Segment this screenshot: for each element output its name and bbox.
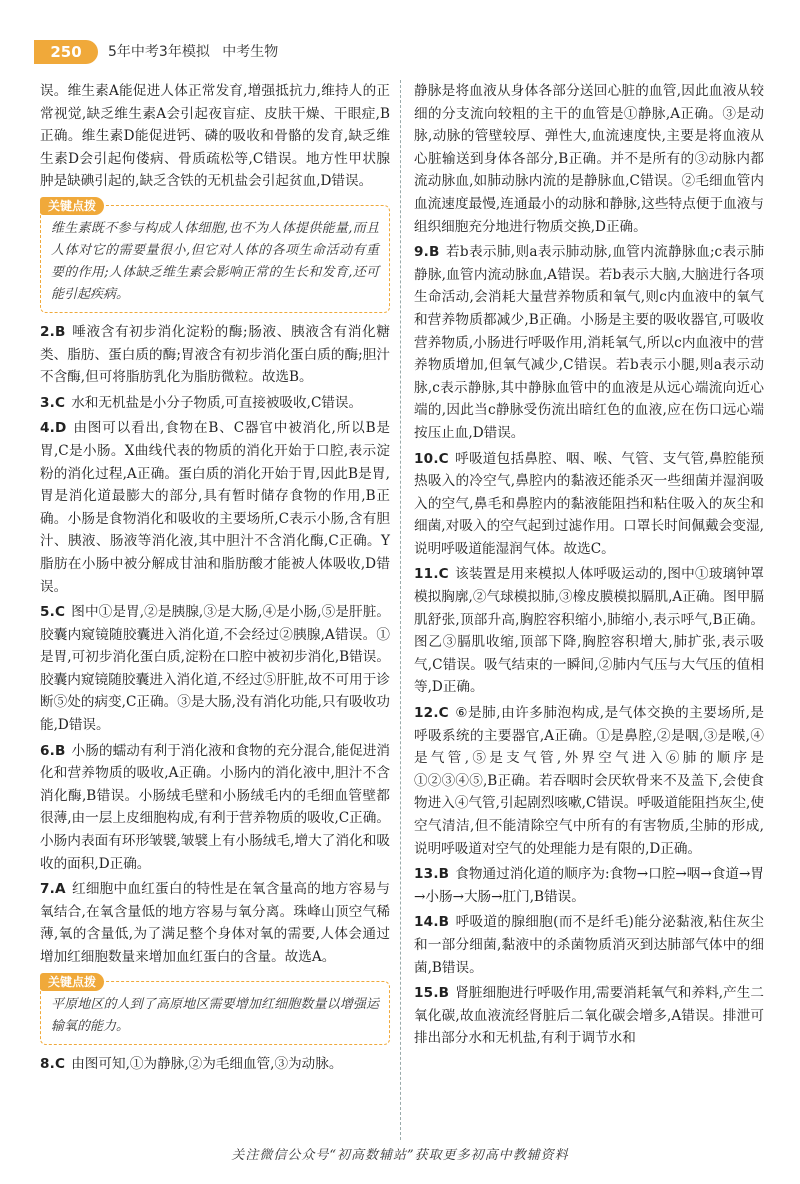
answer-label: 12.C [414,705,449,722]
subject-name: 中考生物 [222,44,279,60]
answer-item [40,601,390,737]
intro-paragraph: 误。维生素A能促进人体正常发育,增强抵抗力,维持人的正常视觉,缺乏维生素A会引起夜盲症、皮肤干燥、干眼症,B正确。维生素D能促进钙、磷的吸收和骨骼的发育,缺乏维生素D会引起佝偻病、骨质疏松等,C错误。地方性甲状腺肿是缺碘引起的,缺乏含铁的无机盐会引起贫血,D错误。 [40,83,390,190]
answer-text: 呼吸道包括鼻腔、咽、喉、气管、支气管,鼻腔能预热吸入的冷空气,鼻腔内的黏液还能杀灭一些细菌并湿润吸入的空气,鼻毛和鼻腔内的黏液能阻挡和粘住吸入的灰尘和细菌,对吸入的空气起到过滤作用。口罩长时间佩戴会变湿,说明呼吸道能湿润气体。故选C。 [414,450,764,557]
answer-label: 5.C [40,604,66,621]
answer-label: 15.B [414,985,450,1002]
answer-item [414,448,764,561]
answer-text: 红细胞中血红蛋白的特性是在氧含量高的地方容易与氧结合,在氧含量低的地方容易与氧分离。珠峰山顶空气稀薄,氧的含量低,为了满足整个身体对氧的需要,人体会通过增加红细胞数量来增加血红蛋白的含量。故选A。 [40,881,390,965]
answer-item [40,1053,390,1076]
left-column [40,80,390,1078]
right-column [414,80,764,1053]
answer-text: ⑥是肺,由许多肺泡构成,是气体交换的主要场所,是呼吸系统的主要器官,A正确。①是鼻腔,②是咽,③是喉,④是气管,⑤是支气管,外界空气进入⑥肺的顺序是①②③④⑤,B正确。若吞咽时会厌软骨来不及盖下,会使食物进入④气管,引起剧烈咳嗽,C错误。呼吸道能阻挡灰尘,使空气清洁,但不能清除空气中所有的有害物质,尘肺的形成,说明呼吸道对空气的处理能力是有限的,D正确。 [414,705,764,857]
key-tip-box [40,974,390,1045]
answer-text: 小肠的蠕动有利于消化液和食物的充分混合,能促进消化和营养物质的吸收,A正确。小肠内的消化液中,胆汁不含消化酶,B错误。小肠绒毛壁和小肠绒毛内的毛细血管壁都很薄,由一层上皮细胞构成,有利于营养物质的吸收,C正确。小肠内表面有环形皱襞,皱襞上有小肠绒毛,增大了消化和吸收的面积,D正确。 [40,742,390,872]
book-title [108,40,286,64]
answer-label: 11.C [414,566,449,583]
answer-text: 唾液含有初步消化淀粉的酶;肠液、胰液含有消化糖类、脂肪、蛋白质的酶;胃液含有初步消化蛋白质的酶;胆汁不含酶,但可将脂肪乳化为脂肪微粒。故选B。 [40,323,390,386]
answer-item [40,417,390,598]
answer-text: 食物通过消化道的顺序为:食物→口腔→咽→食道→胃→小肠→大肠→肛门,B错误。 [414,866,764,905]
footer-note: 关注微信公众号“初高数辅站”获取更多初高中教辅资料 [231,1148,569,1163]
answer-label: 10.C [414,450,449,467]
answer-text: 由图可知,①为静脉,②为毛细血管,③为动脉。 [71,1055,343,1072]
column-divider [400,80,401,1140]
answer-text: 呼吸道的腺细胞(而不是纤毛)能分泌黏液,粘住灰尘和一部分细菌,黏液中的杀菌物质消灭到达肺部气体中的细菌,B错误。 [414,914,764,976]
answer-text: 该装置是用来模拟人体呼吸运动的,图中①玻璃钟罩模拟胸廓,②气球模拟肺,③橡皮膜模拟膈肌,A正确。图甲膈肌舒张,顶部升高,胸腔容积缩小,肺缩小,表示呼气,B正确。图乙③膈肌收缩,顶部下降,胸腔容积增大,肺扩张,表示吸气,C错误。吸气结束的一瞬间,②肺内气压与大气压的值相等,D正确。 [414,566,764,696]
answer-label: 14.B [414,914,450,931]
answer-label: 4.D [40,420,67,437]
answer-label: 6.B [40,742,66,759]
key-tip-text: 平原地区的人到了高原地区需要增加红细胞数量以增强运输氧的能力。 [51,996,379,1034]
answer-item [414,241,764,444]
answer-label: 3.C [40,394,66,411]
answer-text: 肾脏细胞进行呼吸作用,需要消耗氧气和养料,产生二氧化碳,故血液流经肾脏后二氧化碳会增多,A错误。排泄可排出部分水和无机盐,有利于调节水和 [414,985,764,1047]
answer-text: 由图可以看出,食物在B、C器官中被消化,所以B是胃,C是小肠。X曲线代表的物质的消化开始于口腔,表示淀粉的消化过程,A正确。蛋白质的消化开始于胃,因此B是胃,胃是消化道最膨大的部分,具有暂时储存食物的作用,B正确。小肠是食物消化和吸收的主要场所,C表示小肠,含有胆汁、胰液、肠液等消化液,其中胆汁不含消化酶,C正确。Y脂肪在小肠中被分解成甘油和脂肪酸才能被人体吸收,D错误。 [40,420,390,595]
answer-item [40,321,390,389]
answer-item [40,878,390,968]
answer-item [40,392,390,415]
answer-item [414,863,764,908]
key-tip-text: 维生素既不参与构成人体细胞,也不为人体提供能量,而且人体对它的需要量很小,但它对人体的各项生命活动有重要的作用;人体缺乏维生素会影响正常的生长和发育,还可能引起疾病。 [51,220,379,302]
answer-label: 13.B [414,866,450,883]
answer-label: 7.A [40,881,66,898]
answer-item [414,702,764,860]
answer-item [414,911,764,979]
answer-label: 8.C [40,1055,66,1072]
answer-label: 2.B [40,323,66,340]
answer-text: 水和无机盐是小分子物质,可直接被吸收,C错误。 [71,394,363,411]
answer-label: 9.B [414,244,440,261]
answer-item [414,563,764,699]
continuation-paragraph: 静脉是将血液从身体各部分送回心脏的血管,因此血液从较细的分支流向较粗的主干的血管是①静脉,A正确。③是动脉,动脉的管壁较厚、弹性大,血流速度快,主要是将血液从心脏输送到身体各部分,B正确。并不是所有的③动脉内都流动脉血,如肺动脉内流的是静脉血,C错误。②毛细血管内血流速度最慢,连通最小的动脉和静脉,这些特点便于血液与组织细胞充分地进行物质交换,D正确。 [414,83,764,235]
answer-item [40,740,390,876]
key-tip-tag: 关键点拨 [40,973,104,991]
key-tip-box [40,198,390,313]
book-name: 5年中考3年模拟 [108,44,210,60]
page-number: 250 [34,40,98,64]
page-header [0,40,800,64]
answer-text: 图中①是胃,②是胰腺,③是大肠,④是小肠,⑤是肝脏。胶囊内窥镜随胶囊进入消化道,不会经过②胰腺,A错误。①是胃,可初步消化蛋白质,淀粉在口腔中被初步消化,B错误。胶囊内窥镜随胶囊进入消化道,不经过⑤肝脏,故不可用于诊断⑤处的病变,C正确。③是大肠,没有消化功能,只有吸收功能,D错误。 [40,604,390,734]
answer-item [414,982,764,1050]
key-tip-tag: 关键点拨 [40,197,104,215]
answer-text: 若b表示肺,则a表示肺动脉,血管内流静脉血;c表示肺静脉,血管内流动脉血,A错误。若b表示大脑,大脑进行各项生命活动,会消耗大量营养物质和氧气,则c内血液中的氧气和营养物质都减少,B正确。小肠是主要的吸收器官,可吸收营养物质,小肠进行呼吸作用,消耗氧气,所以c内血液中的营养物质增加,但氧气减少,C错误。若b表示小腿,则a表示动脉,c表示静脉,其中静脉血管中的血液是从远心端流向近心端的,因此当c静脉受伤流出暗红色的血液,应在伤口远心端按压止血,D错误。 [414,244,764,441]
